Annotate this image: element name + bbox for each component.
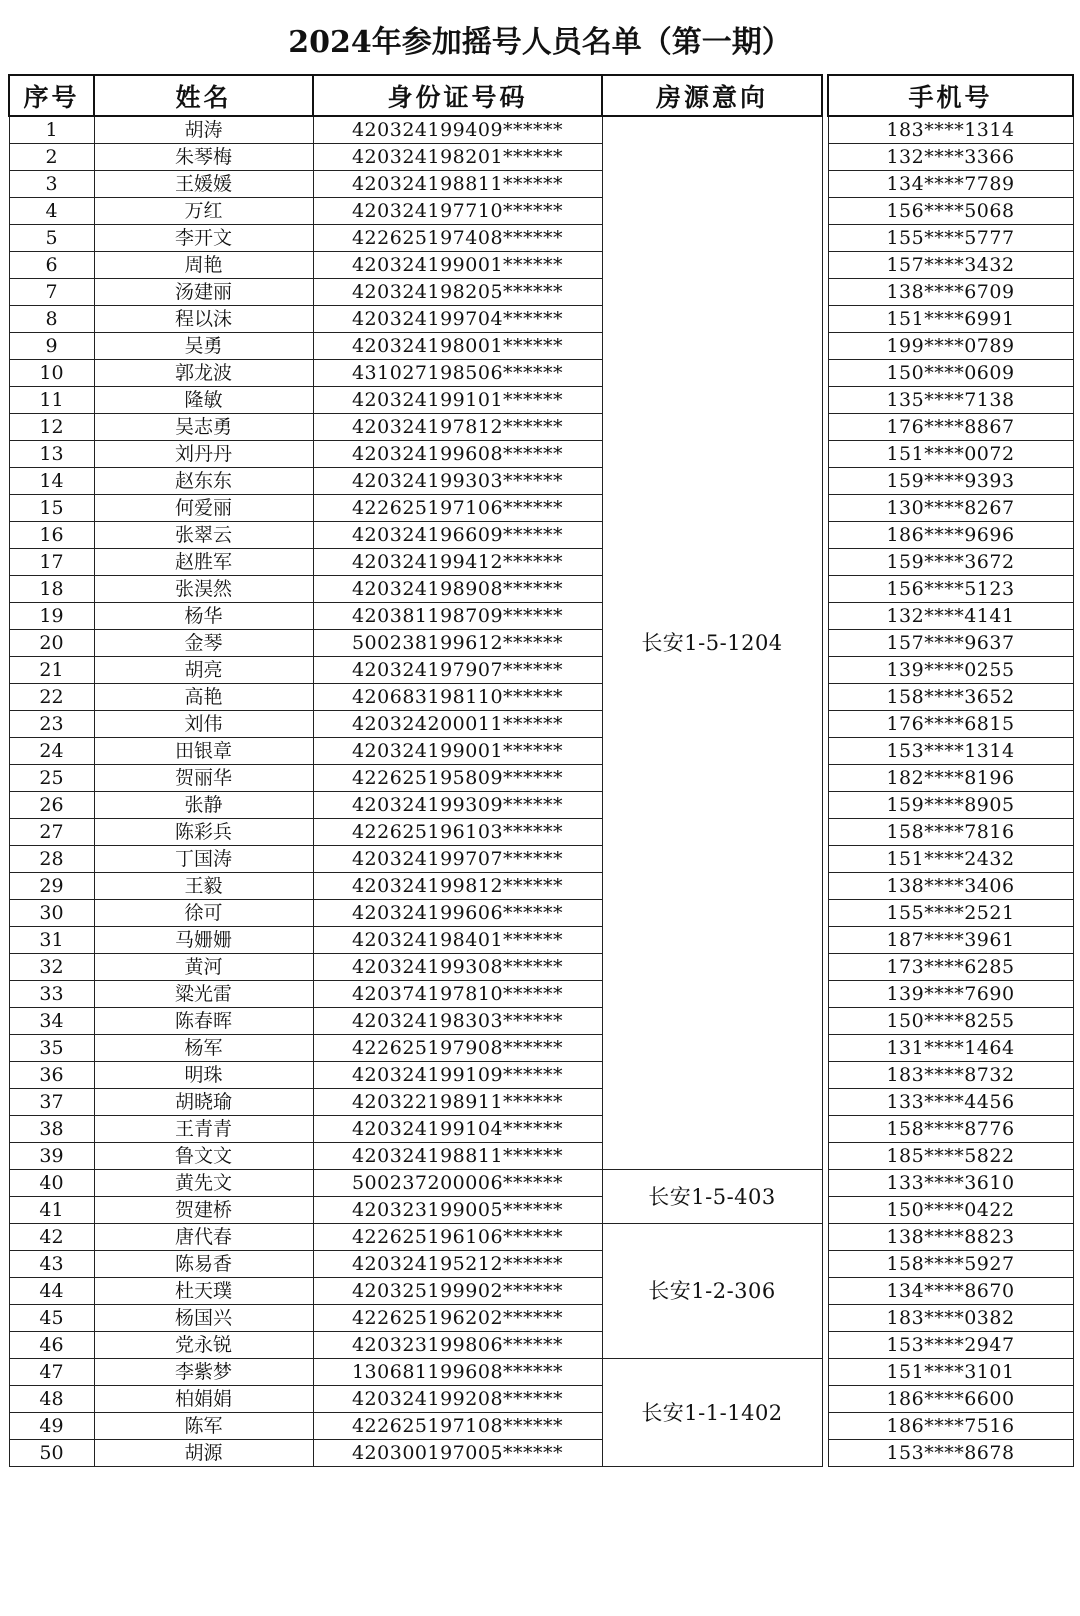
row-phone: 134****8670 <box>828 1278 1073 1305</box>
row-id-number: 420324199104****** <box>313 1116 602 1143</box>
table-body <box>9 116 1073 1467</box>
header-house: 房源意向 <box>602 75 822 116</box>
row-index: 17 <box>9 549 94 576</box>
applicant-table <box>8 74 1074 1467</box>
row-index: 36 <box>9 1062 94 1089</box>
table-row <box>9 1089 1073 1116</box>
row-id-number: 420324198303****** <box>313 1008 602 1035</box>
row-id-number: 130681199608****** <box>313 1359 602 1386</box>
table-row <box>9 1035 1073 1062</box>
row-phone: 156****5123 <box>828 576 1073 603</box>
row-name: 陈易香 <box>94 1251 313 1278</box>
table-row <box>9 900 1073 927</box>
row-phone: 138****6709 <box>828 279 1073 306</box>
row-phone: 187****3961 <box>828 927 1073 954</box>
row-name: 徐可 <box>94 900 313 927</box>
row-id-number: 420324199606****** <box>313 900 602 927</box>
row-name: 赵东东 <box>94 468 313 495</box>
row-name: 王毅 <box>94 873 313 900</box>
row-index: 18 <box>9 576 94 603</box>
row-phone: 153****1314 <box>828 738 1073 765</box>
row-index: 13 <box>9 441 94 468</box>
row-id-number: 422625197106****** <box>313 495 602 522</box>
row-phone: 139****7690 <box>828 981 1073 1008</box>
row-phone: 186****9696 <box>828 522 1073 549</box>
row-index: 1 <box>9 116 94 144</box>
house-intention: 长安1-1-1402 <box>602 1359 822 1467</box>
row-id-number: 420323199005****** <box>313 1197 602 1224</box>
row-id-number: 420683198110****** <box>313 684 602 711</box>
row-phone: 176****8867 <box>828 414 1073 441</box>
row-id-number: 420324200011****** <box>313 711 602 738</box>
row-name: 胡源 <box>94 1440 313 1467</box>
row-id-number: 420324198001****** <box>313 333 602 360</box>
row-id-number: 420324197907****** <box>313 657 602 684</box>
row-name: 杜天璞 <box>94 1278 313 1305</box>
row-phone: 182****8196 <box>828 765 1073 792</box>
row-index: 39 <box>9 1143 94 1170</box>
row-id-number: 420324199707****** <box>313 846 602 873</box>
row-phone: 150****8255 <box>828 1008 1073 1035</box>
row-phone: 155****5777 <box>828 225 1073 252</box>
row-index: 45 <box>9 1305 94 1332</box>
row-index: 24 <box>9 738 94 765</box>
row-phone: 158****7816 <box>828 819 1073 846</box>
row-index: 34 <box>9 1008 94 1035</box>
row-index: 35 <box>9 1035 94 1062</box>
row-index: 23 <box>9 711 94 738</box>
row-id-number: 420324196609****** <box>313 522 602 549</box>
table-row <box>9 306 1073 333</box>
row-id-number: 500238199612****** <box>313 630 602 657</box>
row-name: 王媛媛 <box>94 171 313 198</box>
row-phone: 158****5927 <box>828 1251 1073 1278</box>
row-index: 41 <box>9 1197 94 1224</box>
table-header-row <box>9 75 1073 116</box>
row-index: 42 <box>9 1224 94 1251</box>
row-phone: 133****3610 <box>828 1170 1073 1197</box>
row-name: 陈军 <box>94 1413 313 1440</box>
table-row <box>9 1170 1073 1197</box>
row-name: 唐代春 <box>94 1224 313 1251</box>
table-row <box>9 630 1073 657</box>
table-row <box>9 738 1073 765</box>
row-phone: 185****5822 <box>828 1143 1073 1170</box>
row-phone: 150****0609 <box>828 360 1073 387</box>
table-row <box>9 225 1073 252</box>
row-index: 44 <box>9 1278 94 1305</box>
row-name: 丁国涛 <box>94 846 313 873</box>
row-phone: 159****8905 <box>828 792 1073 819</box>
row-name: 杨国兴 <box>94 1305 313 1332</box>
table-row <box>9 1008 1073 1035</box>
row-name: 万红 <box>94 198 313 225</box>
row-index: 50 <box>9 1440 94 1467</box>
row-index: 47 <box>9 1359 94 1386</box>
row-phone: 130****8267 <box>828 495 1073 522</box>
row-name: 高艳 <box>94 684 313 711</box>
row-index: 33 <box>9 981 94 1008</box>
row-index: 8 <box>9 306 94 333</box>
table-row <box>9 1413 1073 1440</box>
table-row <box>9 792 1073 819</box>
row-phone: 159****9393 <box>828 468 1073 495</box>
row-id-number: 422625195809****** <box>313 765 602 792</box>
table-row <box>9 873 1073 900</box>
row-phone: 155****2521 <box>828 900 1073 927</box>
row-name: 粱光雷 <box>94 981 313 1008</box>
table-row <box>9 252 1073 279</box>
page-title: 2024年参加摇号人员名单（第一期） <box>288 25 792 60</box>
row-id-number: 420324198201****** <box>313 144 602 171</box>
row-phone: 176****6815 <box>828 711 1073 738</box>
table-row <box>9 1359 1073 1386</box>
table-row <box>9 198 1073 225</box>
table-row <box>9 333 1073 360</box>
row-phone: 153****8678 <box>828 1440 1073 1467</box>
row-index: 46 <box>9 1332 94 1359</box>
row-name: 黄河 <box>94 954 313 981</box>
row-phone: 153****2947 <box>828 1332 1073 1359</box>
row-name: 杨华 <box>94 603 313 630</box>
table-row <box>9 846 1073 873</box>
table-row <box>9 576 1073 603</box>
row-name: 郭龙波 <box>94 360 313 387</box>
row-id-number: 422625197408****** <box>313 225 602 252</box>
row-id-number: 420324199308****** <box>313 954 602 981</box>
row-name: 程以沫 <box>94 306 313 333</box>
row-index: 32 <box>9 954 94 981</box>
row-id-number: 420324199412****** <box>313 549 602 576</box>
row-index: 48 <box>9 1386 94 1413</box>
row-index: 29 <box>9 873 94 900</box>
table-row <box>9 1332 1073 1359</box>
row-id-number: 420324198205****** <box>313 279 602 306</box>
row-phone: 150****0422 <box>828 1197 1073 1224</box>
row-name: 金琴 <box>94 630 313 657</box>
row-index: 7 <box>9 279 94 306</box>
row-id-number: 420324197710****** <box>313 198 602 225</box>
row-name: 刘丹丹 <box>94 441 313 468</box>
row-name: 吴志勇 <box>94 414 313 441</box>
row-index: 12 <box>9 414 94 441</box>
table-row <box>9 1278 1073 1305</box>
row-phone: 151****0072 <box>828 441 1073 468</box>
row-index: 25 <box>9 765 94 792</box>
table-row <box>9 765 1073 792</box>
row-id-number: 420323199806****** <box>313 1332 602 1359</box>
row-id-number: 422625196106****** <box>313 1224 602 1251</box>
table-row <box>9 360 1073 387</box>
row-id-number: 420381198709****** <box>313 603 602 630</box>
row-name: 黄先文 <box>94 1170 313 1197</box>
row-phone: 173****6285 <box>828 954 1073 981</box>
row-id-number: 420324199608****** <box>313 441 602 468</box>
row-phone: 157****9637 <box>828 630 1073 657</box>
row-phone: 186****6600 <box>828 1386 1073 1413</box>
row-name: 马姗姗 <box>94 927 313 954</box>
row-name: 何爱丽 <box>94 495 313 522</box>
row-id-number: 420324199303****** <box>313 468 602 495</box>
row-name: 王青青 <box>94 1116 313 1143</box>
row-index: 27 <box>9 819 94 846</box>
row-name: 张淏然 <box>94 576 313 603</box>
row-name: 陈春晖 <box>94 1008 313 1035</box>
header-id: 身份证号码 <box>313 75 602 116</box>
table-row <box>9 1116 1073 1143</box>
row-index: 2 <box>9 144 94 171</box>
row-id-number: 420324195212****** <box>313 1251 602 1278</box>
row-name: 张翠云 <box>94 522 313 549</box>
table-row <box>9 711 1073 738</box>
row-id-number: 420324199812****** <box>313 873 602 900</box>
table-row <box>9 171 1073 198</box>
row-index: 22 <box>9 684 94 711</box>
table-row <box>9 657 1073 684</box>
row-name: 朱琴梅 <box>94 144 313 171</box>
table-row <box>9 1251 1073 1278</box>
row-phone: 159****3672 <box>828 549 1073 576</box>
row-phone: 151****2432 <box>828 846 1073 873</box>
row-name: 鲁文文 <box>94 1143 313 1170</box>
row-name: 周艳 <box>94 252 313 279</box>
row-index: 31 <box>9 927 94 954</box>
header-phone: 手机号 <box>828 75 1073 116</box>
row-phone: 132****3366 <box>828 144 1073 171</box>
row-id-number: 420324197812****** <box>313 414 602 441</box>
row-phone: 157****3432 <box>828 252 1073 279</box>
row-index: 9 <box>9 333 94 360</box>
row-index: 6 <box>9 252 94 279</box>
row-name: 张静 <box>94 792 313 819</box>
row-index: 14 <box>9 468 94 495</box>
row-index: 19 <box>9 603 94 630</box>
row-phone: 135****7138 <box>828 387 1073 414</box>
row-index: 5 <box>9 225 94 252</box>
row-phone: 158****3652 <box>828 684 1073 711</box>
row-name: 吴勇 <box>94 333 313 360</box>
row-name: 汤建丽 <box>94 279 313 306</box>
row-phone: 134****7789 <box>828 171 1073 198</box>
row-id-number: 420324198401****** <box>313 927 602 954</box>
row-index: 4 <box>9 198 94 225</box>
row-id-number: 420324199101****** <box>313 387 602 414</box>
table-row <box>9 441 1073 468</box>
table-row <box>9 1440 1073 1467</box>
row-id-number: 420374197810****** <box>313 981 602 1008</box>
row-phone: 183****0382 <box>828 1305 1073 1332</box>
row-index: 20 <box>9 630 94 657</box>
row-index: 43 <box>9 1251 94 1278</box>
table-row <box>9 116 1073 144</box>
header-index: 序号 <box>9 75 94 116</box>
row-id-number: 420322198911****** <box>313 1089 602 1116</box>
row-id-number: 420324198811****** <box>313 1143 602 1170</box>
row-name: 田银章 <box>94 738 313 765</box>
row-id-number: 420324199001****** <box>313 252 602 279</box>
row-id-number: 420325199902****** <box>313 1278 602 1305</box>
table-row <box>9 414 1073 441</box>
row-index: 26 <box>9 792 94 819</box>
row-id-number: 422625197108****** <box>313 1413 602 1440</box>
row-name: 胡亮 <box>94 657 313 684</box>
row-id-number: 420324198908****** <box>313 576 602 603</box>
row-name: 李紫梦 <box>94 1359 313 1386</box>
row-phone: 138****8823 <box>828 1224 1073 1251</box>
row-id-number: 420324199001****** <box>313 738 602 765</box>
table-row <box>9 1143 1073 1170</box>
table-row <box>9 819 1073 846</box>
row-phone: 156****5068 <box>828 198 1073 225</box>
table-row <box>9 927 1073 954</box>
row-phone: 151****3101 <box>828 1359 1073 1386</box>
header-name: 姓名 <box>94 75 313 116</box>
row-phone: 133****4456 <box>828 1089 1073 1116</box>
row-index: 21 <box>9 657 94 684</box>
row-id-number: 422625196103****** <box>313 819 602 846</box>
row-id-number: 500237200006****** <box>313 1170 602 1197</box>
row-name: 贺丽华 <box>94 765 313 792</box>
row-id-number: 420324199208****** <box>313 1386 602 1413</box>
row-id-number: 420324199704****** <box>313 306 602 333</box>
table-row <box>9 603 1073 630</box>
row-id-number: 431027198506****** <box>313 360 602 387</box>
table-row <box>9 1197 1073 1224</box>
row-name: 赵胜军 <box>94 549 313 576</box>
row-name: 柏娟娟 <box>94 1386 313 1413</box>
row-phone: 158****8776 <box>828 1116 1073 1143</box>
row-phone: 138****3406 <box>828 873 1073 900</box>
row-name: 胡晓瑜 <box>94 1089 313 1116</box>
row-index: 37 <box>9 1089 94 1116</box>
row-id-number: 420300197005****** <box>313 1440 602 1467</box>
table-row <box>9 522 1073 549</box>
row-phone: 139****0255 <box>828 657 1073 684</box>
row-id-number: 420324199309****** <box>313 792 602 819</box>
row-id-number: 422625197908****** <box>313 1035 602 1062</box>
row-phone: 151****6991 <box>828 306 1073 333</box>
row-name: 杨军 <box>94 1035 313 1062</box>
row-phone: 183****1314 <box>828 116 1073 144</box>
row-index: 10 <box>9 360 94 387</box>
row-index: 11 <box>9 387 94 414</box>
row-name: 陈彩兵 <box>94 819 313 846</box>
row-phone: 183****8732 <box>828 1062 1073 1089</box>
table-row <box>9 684 1073 711</box>
table-row <box>9 387 1073 414</box>
row-name: 隆敏 <box>94 387 313 414</box>
row-name: 李开文 <box>94 225 313 252</box>
row-index: 38 <box>9 1116 94 1143</box>
table-row <box>9 549 1073 576</box>
table-row <box>9 495 1073 522</box>
row-name: 明珠 <box>94 1062 313 1089</box>
row-index: 3 <box>9 171 94 198</box>
row-id-number: 422625196202****** <box>313 1305 602 1332</box>
table-row <box>9 279 1073 306</box>
row-index: 28 <box>9 846 94 873</box>
row-id-number: 420324199409****** <box>313 116 602 144</box>
table-row <box>9 981 1073 1008</box>
row-name: 贺建桥 <box>94 1197 313 1224</box>
row-index: 49 <box>9 1413 94 1440</box>
row-name: 党永锐 <box>94 1332 313 1359</box>
row-index: 15 <box>9 495 94 522</box>
house-intention: 长安1-5-1204 <box>602 116 822 1170</box>
row-name: 胡涛 <box>94 116 313 144</box>
row-phone: 132****4141 <box>828 603 1073 630</box>
table-row <box>9 954 1073 981</box>
table-row <box>9 1386 1073 1413</box>
house-intention: 长安1-2-306 <box>602 1224 822 1359</box>
house-intention: 长安1-5-403 <box>602 1170 822 1224</box>
row-phone: 131****1464 <box>828 1035 1073 1062</box>
row-phone: 199****0789 <box>828 333 1073 360</box>
table-row <box>9 1305 1073 1332</box>
row-name: 刘伟 <box>94 711 313 738</box>
table-row <box>9 1062 1073 1089</box>
row-id-number: 420324199109****** <box>313 1062 602 1089</box>
row-phone: 186****7516 <box>828 1413 1073 1440</box>
row-index: 40 <box>9 1170 94 1197</box>
table-row <box>9 1224 1073 1251</box>
row-id-number: 420324198811****** <box>313 171 602 198</box>
row-index: 16 <box>9 522 94 549</box>
table-row <box>9 468 1073 495</box>
table-row <box>9 144 1073 171</box>
row-index: 30 <box>9 900 94 927</box>
